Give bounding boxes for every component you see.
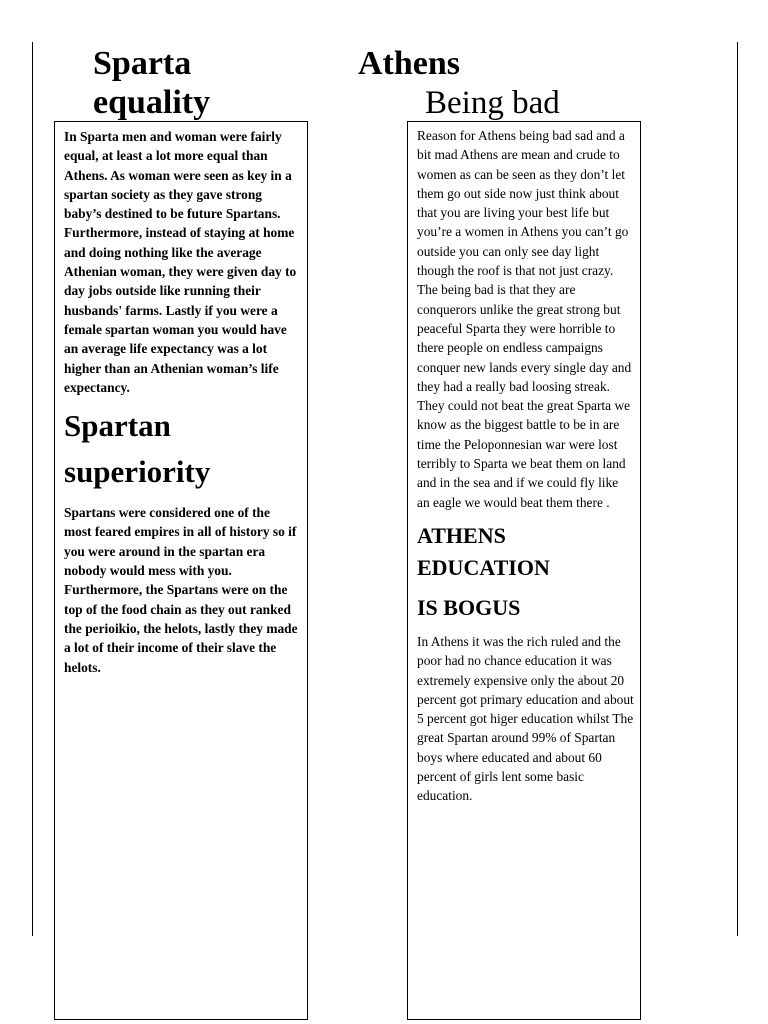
page-left-border-line xyxy=(32,42,33,936)
sparta-heading-line1: Sparta xyxy=(93,45,192,82)
sparta-heading-line2: equality xyxy=(93,84,211,121)
sparta-text-box xyxy=(54,121,308,1020)
sparta-equality-paragraph: In Sparta men and woman were fairly equal, at least a lot more equal than Athens. As woman were seen as key in a spartan society as they gave strong baby’s destined to be future Spartans. Furthermore, instead of staying at home and doing nothing like the average Athenian woman, they were given day to day jobs outside like running their husbands' farms. Lastly if you were a female spartan woman you would have an average life expectancy was a lot higher than an Athenian woman’s life expectancy. xyxy=(64,129,297,395)
athens-education-paragraph: In Athens it was the rich ruled and the poor had no chance education it was extremely expensive only the about 20 percent got primary education and about 5 percent got higer education whilst The great Spartan around 99% of Spartan boys where educated and about 60 percent of girls lent some basic education. xyxy=(417,633,634,804)
athens-being-bad-paragraph: Reason for Athens being bad sad and a bit mad Athens are mean and crude to women as can be seen as they don’t let them go out side now just think about that you are living your best life but you’re a women in Athens you can’t go outside you can only see day light though the roof is that not just crazy. The being bad is that they are conquerors unlike the great strong but peaceful Sparta they were horrible to there people on endless campaigns conquer new lands every single day and they had a really bad loosing streak. They could not beat the great Sparta we know as the biggest battle to be in are time the Peloponnesian war were lost terribly to Sparta we beat them on land and in the sea and if we could fly like an eagle we would beat them there . xyxy=(417,128,632,510)
athens-education-line2: EDUCATION xyxy=(417,554,550,580)
spartan-superiority-paragraph: Spartans were considered one of the most feared empires in all of history so if you were around in the spartan era nobody would mess with you. Furthermore, the Spartans were on the top of the food chain as they out ranked the perioikio, the helots, lastly they made a lot of their income of their slave the helots. xyxy=(64,505,298,675)
spartan-superiority-line1: Spartan xyxy=(64,408,171,444)
being-bad-heading: Being bad xyxy=(425,85,560,121)
athens-education-heading xyxy=(417,520,634,584)
spartan-superiority-heading xyxy=(64,403,299,495)
is-bogus-heading: IS BOGUS xyxy=(417,594,521,620)
athens-education-line1: ATHENS xyxy=(417,522,506,548)
athens-heading: Athens xyxy=(358,45,461,82)
athens-text-box xyxy=(407,121,641,1020)
sparta-equality-heading xyxy=(93,44,210,122)
page-right-border-line xyxy=(737,42,738,936)
spartan-superiority-line2: superiority xyxy=(64,454,211,490)
